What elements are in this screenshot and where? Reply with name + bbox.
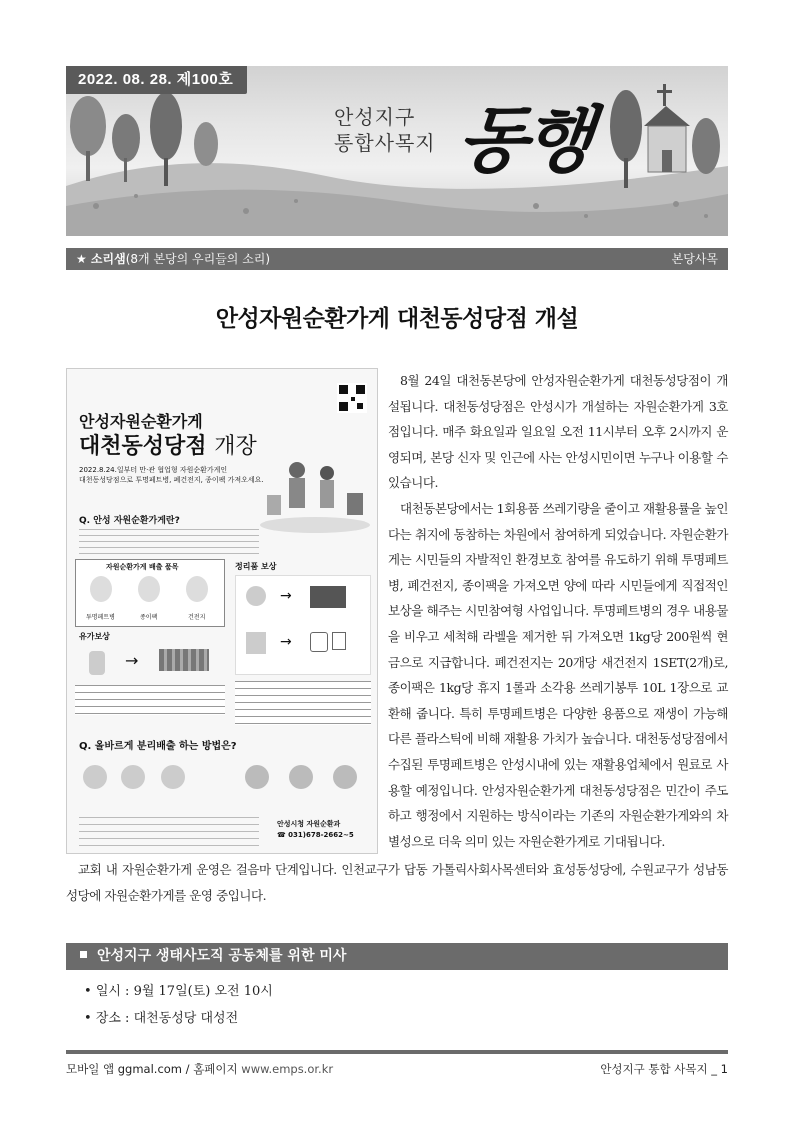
footer-contact-text: 모바일 앱 ggmal.com / 홈페이지 bbox=[66, 1062, 242, 1076]
poster-explainer-text bbox=[79, 529, 259, 557]
poster-date-line: 2022.8.24.일부터 만·관 협업형 자원순환가게인 bbox=[79, 466, 228, 474]
article-paragraph-1: 8월 24일 대천동본당에 안성자원순환가게 대천동성당점이 개설됩니다. 대천동성당점은 안성시가 개설하는 자원순환가게 3호점입니다. 매주 화요일과 일요일 오전 11시부터 오후 2시까지 운영되며, 본당 신자 및 인근에 사는 안성시민이면 누구나 이용할 수 있습니다. bbox=[388, 373, 728, 491]
footer-contact bbox=[66, 1061, 333, 1077]
poster-question-1: Q. 안성 자원순환가게란? bbox=[79, 516, 180, 526]
poster-hours-text bbox=[79, 817, 259, 847]
poster-title-line2 bbox=[79, 429, 257, 460]
footer-rule bbox=[66, 1050, 728, 1054]
section-bar bbox=[66, 248, 728, 270]
masthead-subtitle-line1: 안성지구 bbox=[334, 105, 416, 129]
poster-items-box bbox=[75, 559, 225, 627]
footer-page-number: 안성지구 통합 사목지 _ 1 bbox=[600, 1062, 728, 1076]
poster-reward-table bbox=[235, 681, 371, 725]
qr-code-icon bbox=[337, 383, 367, 413]
poster-reward-box: → → bbox=[235, 575, 371, 675]
issue-tag: 2022. 08. 28. 제100호 bbox=[66, 66, 247, 94]
poster-title-branch: 대천동성당점 bbox=[79, 434, 207, 459]
footer-homepage-link[interactable]: www.emps.or.kr bbox=[241, 1062, 334, 1076]
poster-title-open: 개장 bbox=[214, 434, 257, 459]
people-recycling-illustration bbox=[257, 445, 372, 535]
poster-items-title: 자원순환가게 배출 품목 bbox=[106, 563, 179, 571]
masthead-subtitle-line2: 통합사목지 bbox=[334, 131, 436, 155]
poster-question-2: Q. 올바르게 분리배출 하는 방법은? bbox=[79, 741, 237, 752]
mass-notice-date: • 일시 : 9월 17일(토) 오전 10시 bbox=[84, 978, 273, 1005]
section-label bbox=[76, 248, 270, 270]
poster-item-battery: 건전지 bbox=[188, 614, 206, 621]
square-bullet-icon bbox=[80, 951, 87, 958]
article-paragraph-2: 대천동본당에서는 1회용품 쓰레기량을 줄이고 재활용률을 높인다는 취지에 동참하는 차원에서 참여하게 되었습니다. 자원순환가게는 시민들의 자발적인 환경보호 참여를 유도하기 위해 투명페트병, 폐건전지, 종이팩을 가져오면 양에 따라 시민들에게 직접적인 보상을 해주는 시민참여형 사업입니다. 투명페트병의 경우 내용물을 비우고 세척해 라벨을 제거한 뒤 가져오면 1kg당 200원씩 현금으로 지급합니다. 폐건전지는 20개당 새건전지 1SET(2개)로, 종이팩은 1kg당 휴지 1롤과 소각용 쓰레기봉투 10L 1장으로 교환해 줍니다. 특히 투명페트병은 다양한 용품으로 재생이 가능해 다른 플라스틱에 비해 재활용 가치가 높습니다. 대천동성당점에서 수집된 투명페트병은 안성시내에 있는 재활용업체에서 원료로 사용할 예정입니다. 안성자원순환가게 대천동성당점은 민간이 주도하고 행정에서 지원하는 방식이라는 기존의 자원순환가게와의 차별성으로 더욱 의미 있는 자원순환가게로 기대됩니다. bbox=[388, 500, 728, 849]
mass-notice-title bbox=[66, 943, 728, 970]
mass-notice-place: • 장소 : 대천동성당 대성전 bbox=[84, 1005, 273, 1032]
mass-notice-list bbox=[84, 978, 273, 1032]
masthead-subtitle bbox=[334, 104, 436, 156]
section-label-sub: (8개 본당의 우리들의 소리) bbox=[125, 252, 271, 266]
section-label-main: ★ 소리샘 bbox=[76, 252, 126, 266]
poster-item-carton: 종이팩 bbox=[140, 614, 158, 621]
poster-title-line1: 안성자원순환가게 bbox=[79, 412, 203, 431]
mass-notice-title-text: 안성지구 생태사도직 공동체를 위한 미사 bbox=[97, 948, 347, 964]
article-headline: 안성자원순환가게 대천동성당점 개설 bbox=[215, 306, 579, 332]
recycling-poster-image bbox=[66, 368, 378, 854]
poster-phone: ☎ 031)678-2662~5 bbox=[277, 831, 354, 839]
article-paragraph-3: 교회 내 자원순환가게 운영은 걸음마 단계입니다. 인천교구가 답동 가톨릭사회사목센터와 효성동성당에, 수원교구가 성남동성당에 자원순환가게를 운영 중입니다. bbox=[66, 862, 728, 903]
masthead bbox=[66, 66, 728, 236]
poster-date-line2: 대천동성당점으로 투명페트병, 폐건전지, 종이팩 가져오세요. bbox=[79, 476, 264, 484]
poster-howto-steps bbox=[75, 753, 371, 811]
poster-item-pet: 투명페트병 bbox=[86, 614, 115, 621]
poster-cash-title: 유가보상 bbox=[79, 632, 110, 641]
section-category: 본당사목 bbox=[671, 252, 718, 266]
masthead-title: 동행 bbox=[453, 97, 594, 182]
poster-cash-box: → bbox=[75, 645, 225, 705]
article-body-column bbox=[388, 368, 728, 854]
poster-logo: 안성시청 자원순환과 bbox=[277, 820, 341, 828]
poster-reward-title: 정리품 보상 bbox=[235, 562, 277, 571]
